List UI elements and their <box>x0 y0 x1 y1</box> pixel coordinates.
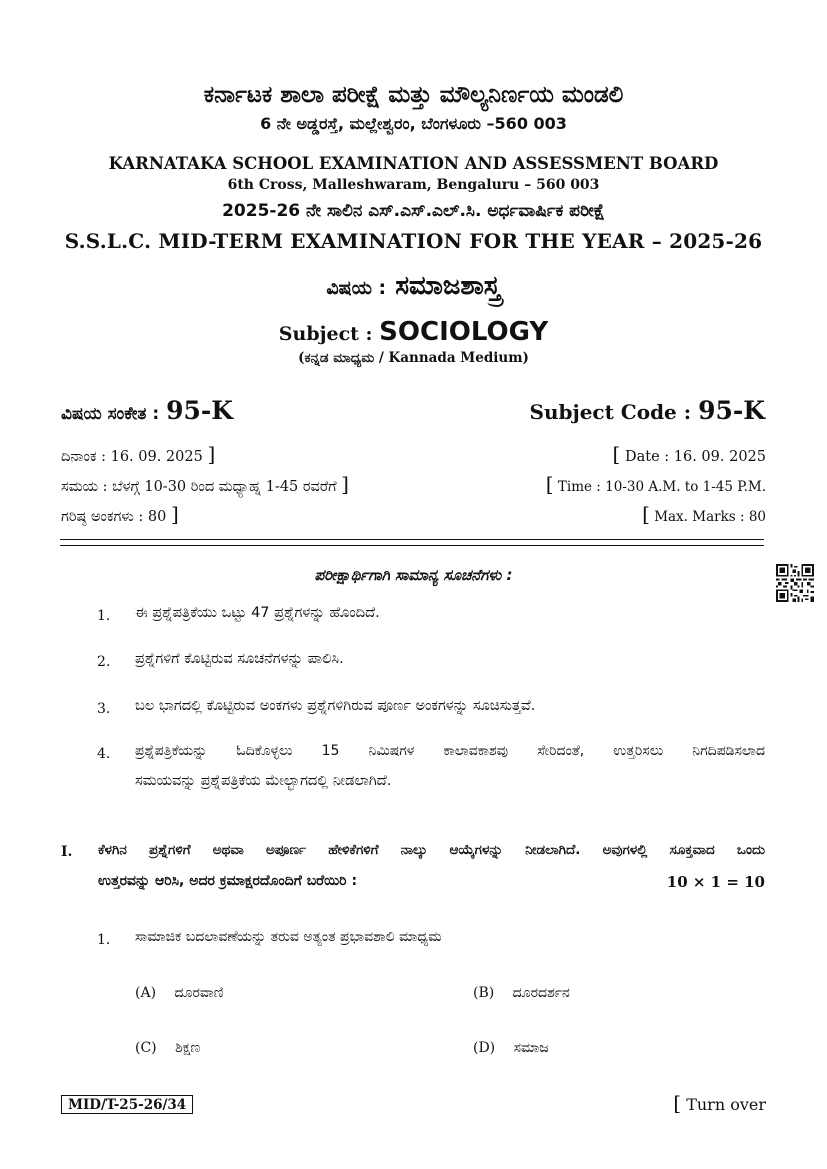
date-english-text: Date : 16. 09. 2025 <box>624 449 766 465</box>
option-d <box>473 1040 549 1056</box>
option-key: (D) <box>473 1040 496 1056</box>
instruction-number: 1. <box>97 608 111 624</box>
turn-over <box>673 1091 766 1115</box>
subject-code-kannada-value: 95-K <box>166 396 234 425</box>
address-kannada: 6 ನೇ ಅಡ್ಡರಸ್ತೆ, ಮಲ್ಲೇಶ್ವರಂ, ಬೆಂಗಳೂರು –560 003 <box>260 114 567 133</box>
section-instruction: ಉತ್ತರವನ್ನು ಆರಿಸಿ, ಅದರ ಕ್ರಮಾಕ್ಷರದೊಂದಿಗೆ ಬರೆಯಿರಿ : <box>98 873 358 889</box>
subject-code-english <box>530 396 766 425</box>
subject-code-english-value: 95-K <box>698 396 765 425</box>
bracket: [ <box>612 442 621 466</box>
instruction-number: 4. <box>97 746 111 762</box>
instruction-text: ಈ ಪ್ರಶ್ನೆಪತ್ರಿಕೆಯು ಒಟ್ಟು 47 ಪ್ರಶ್ನೆಗಳನ್ನು ಹೊಂದಿದೆ. <box>135 605 380 621</box>
section-instruction: ಕೆಳಗಿನ ಪ್ರಶ್ನೆಗಳಿಗೆ ಅಥವಾ ಅಪೂರ್ಣ ಹೇಳಿಕೆಗಳಿಗೆ ನಾಲ್ಕು ಆಯ್ಕೆಗಳನ್ನು ನೀಡಲಾಗಿದೆ. ಅವುಗಳಲ್ಲಿ ಸೂಕ್ತವಾದ ಒಂದು <box>98 842 765 858</box>
time-english-text: Time : 10-30 A.M. to 1-45 P.M. <box>557 479 766 495</box>
address-english: 6th Cross, Malleshwaram, Bengaluru – 560 003 <box>227 177 600 193</box>
medium-label: (ಕನ್ನಡ ಮಾಧ್ಯಮ / Kannada Medium) <box>298 350 529 366</box>
bracket: ] <box>341 472 349 496</box>
instruction-text: ಪ್ರಶ್ನೆಪತ್ರಿಕೆಯನ್ನು ಓದಿಕೊಳ್ಳಲು 15 ನಿಮಿಷಗಳ ಕಾಲಾವಕಾಶವು ಸೇರಿದಂತೆ, ಉತ್ತರಿಸಲು ನಿಗದಿಪಡಿಸಲಾದ <box>135 743 765 759</box>
subject-code-kannada <box>61 396 233 425</box>
subject-english <box>0 317 827 347</box>
subject-english-label: Subject : <box>278 323 373 345</box>
instruction-text: ಸಮಯವನ್ನು ಪ್ರಶ್ನೆಪತ್ರಿಕೆಯ ಮೇಲ್ಭಾಗದಲ್ಲಿ ನೀಡಲಾಗಿದೆ. <box>135 773 392 789</box>
date-kannada <box>61 442 215 466</box>
subject-code-english-label: Subject Code : <box>529 400 692 424</box>
bracket: ] <box>170 502 179 526</box>
exam-title-kannada: 2025-26 ನೇ ಸಾಲಿನ ಎಸ್.ಎಸ್.ಎಲ್.ಸಿ. ಅರ್ಧವಾರ್ಷಿಕ ಪರೀಕ್ಷೆ <box>222 201 605 221</box>
time-kannada <box>61 472 349 496</box>
option-c <box>135 1040 200 1056</box>
option-key: (A) <box>135 985 157 1001</box>
paper-code: MID/T-25-26/34 <box>61 1095 193 1114</box>
option-text: ಶಿಕ್ಷಣ <box>175 1040 201 1056</box>
exam-title-english: S.S.L.C. MID-TERM EXAMINATION FOR THE YEAR – 2025-26 <box>64 229 763 253</box>
option-text: ದೂರದರ್ಶನ <box>512 985 570 1001</box>
section-marks: 10 × 1 = 10 <box>666 873 765 891</box>
date-kannada-text: ದಿನಾಂಕ : 16. 09. 2025 <box>61 449 203 465</box>
bracket: [ <box>673 1091 682 1115</box>
divider <box>60 539 764 540</box>
subject-kannada-value: ಸಮಾಜಶಾಸ್ತ್ರ <box>395 271 501 301</box>
option-b <box>473 985 570 1001</box>
section-number: I. <box>61 844 73 860</box>
marks-kannada <box>61 502 179 526</box>
board-title-english: KARNATAKA SCHOOL EXAMINATION AND ASSESSMENT BOARD <box>108 154 719 173</box>
marks-kannada-text: ಗರಿಷ್ಠ ಅಂಕಗಳು : 80 <box>61 509 167 525</box>
subject-code-kannada-label: ವಿಷಯ ಸಂಕೇತ : <box>61 404 160 424</box>
subject-kannada-label: ವಿಷಯ : <box>326 277 387 299</box>
bracket: ] <box>207 442 216 466</box>
instruction-text: ಬಲ ಭಾಗದಲ್ಲಿ ಕೊಟ್ಟಿರುವ ಅಂಕಗಳು ಪ್ರಶ್ನೆಗಳಿಗಿರುವ ಪೂರ್ಣ ಅಂಕಗಳನ್ನು ಸೂಚಿಸುತ್ತವೆ. <box>135 698 536 714</box>
option-text: ದೂರವಾಣಿ <box>174 985 224 1001</box>
instruction-text: ಪ್ರಶ್ನೆಗಳಿಗೆ ಕೊಟ್ಟಿರುವ ಸೂಚನೆಗಳನ್ನು ಪಾಲಿಸಿ. <box>135 651 344 667</box>
instructions-heading: ಪರೀಕ್ಷಾರ್ಥಿಗಾಗಿ ಸಾಮಾನ್ಯ ಸೂಚನೆಗಳು : <box>314 566 513 584</box>
marks-english <box>642 502 766 526</box>
board-title-kannada: ಕರ್ನಾಟಕ ಶಾಲಾ ಪರೀಕ್ಷೆ ಮತ್ತು ಮೌಲ್ಯನಿರ್ಣಯ ಮಂಡಲಿ <box>203 82 624 108</box>
turn-over-text: Turn over <box>686 1095 766 1114</box>
subject-english-value: SOCIOLOGY <box>379 317 549 347</box>
time-english <box>546 472 766 496</box>
question-number: 1. <box>97 932 111 948</box>
divider <box>60 545 764 546</box>
instruction-number: 3. <box>97 701 111 717</box>
date-english <box>613 442 766 466</box>
option-key: (C) <box>135 1040 157 1056</box>
instruction-number: 2. <box>97 654 111 670</box>
option-key: (B) <box>473 985 495 1001</box>
time-kannada-text: ಸಮಯ : ಬೆಳಗ್ಗೆ 10-30 ರಿಂದ ಮಧ್ಯಾಹ್ನ 1-45 ರವರೆಗೆ <box>61 479 337 495</box>
option-text: ಸಮಾಜ <box>513 1040 549 1056</box>
marks-english-text: Max. Marks : 80 <box>654 509 766 525</box>
bracket: [ <box>545 472 554 496</box>
subject-kannada <box>0 271 827 302</box>
bracket: [ <box>642 502 650 526</box>
option-a <box>135 985 224 1001</box>
question-text: ಸಾಮಾಜಿಕ ಬದಲಾವಣೆಯನ್ನು ತರುವ ಅತ್ಯಂತ ಪ್ರಭಾವಶಾಲಿ ಮಾಧ್ಯಮ <box>135 929 442 945</box>
